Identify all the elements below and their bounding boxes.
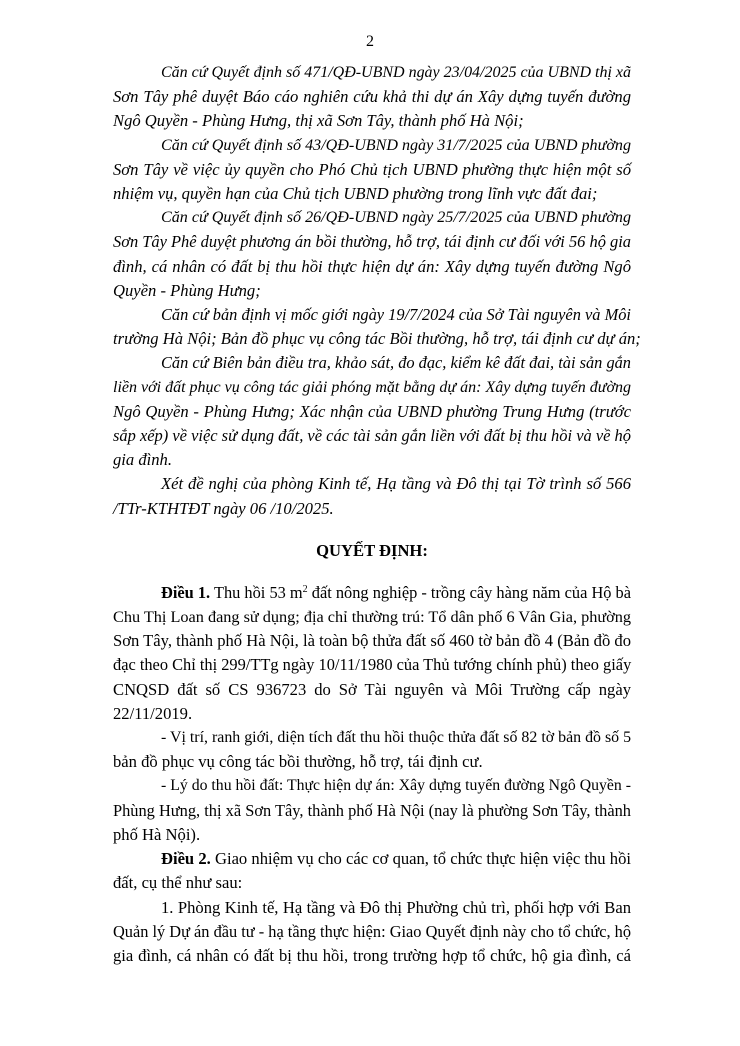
page-number: 2 [366, 33, 374, 50]
text-line: Sơn Tây về việc ủy quyền cho Phó Chủ tịch UBND phường thực hiện một số [113, 159, 631, 179]
article-1 [113, 581, 631, 726]
article-2-first-line [113, 847, 631, 871]
superscript: 2 [302, 583, 308, 595]
text-line: Chu Thị Loan đang sử dụng; địa chỉ thường trú: Tổ dân phố 6 Vân Gia, phường [113, 608, 631, 627]
article-1-first-line [113, 581, 631, 605]
text-line: đạc theo Chỉ thị 299/TTg ngày 10/11/1980 của Thủ tướng chính phủ) theo giấy [113, 655, 632, 675]
text-fragment: Thu hồi 53 m [210, 582, 303, 602]
text-line: Sơn Tây, thành phố Hà Nội, là toàn bộ thửa đất số 460 tờ bản đồ 4 (Bản đồ đo [113, 631, 631, 651]
article-1-location [113, 726, 631, 774]
text-line: gia đình, cá nhân có đất bị thu hồi, trong trường hợp tổ chức, hộ gia đình, cá [113, 945, 631, 965]
decision-heading: QUYẾT ĐỊNH: [316, 540, 428, 560]
text-line: CNQSD đất số CS 936723 do Sở Tài nguyên và Môi Trường cấp ngày [113, 679, 631, 699]
text-line: Xét đề nghị của phòng Kinh tế, Hạ tầng và Đô thị tại Tờ trình số 566 [161, 474, 631, 494]
text-line: Căn cứ Quyết định số 26/QĐ-UBND ngày 25/7/2025 của UBND phường [161, 209, 632, 227]
text-line: - Vị trí, ranh giới, diện tích đất thu hồi thuộc thửa đất số 82 tờ bản đồ số 5 [161, 729, 632, 747]
preamble-survey-record [113, 351, 631, 472]
text-fragment: đất nông nghiệp - trồng cây hàng năm của Hộ bà [307, 582, 632, 602]
text-line: - Lý do thu hồi đất: Thực hiện dự án: Xây dựng tuyến đường Ngô Quyền - [161, 777, 631, 795]
preamble-proposal [113, 472, 631, 520]
text-line: nhiệm vụ, quyền hạn của Chủ tịch UBND phường trong lĩnh vực đất đai; [113, 184, 598, 204]
article-2-item-1 [113, 896, 631, 969]
article-2-label: Điều 2. [161, 849, 211, 869]
text-line: gia đình. [113, 450, 173, 470]
text-line: sắp xếp) về việc sử dụng đất, về các tài sản gắn liền với đất bị thu hồi và về hộ [113, 426, 631, 446]
text-line: Quyền - Phùng Hưng; [113, 280, 261, 300]
text-line: Quản lý Dự án đầu tư - hạ tầng thực hiện: Giao Quyết định này cho tổ chức, hộ [113, 921, 631, 941]
text-line: Ngô Quyền - Phùng Hưng, thị xã Sơn Tây, thành phố Hà Nội; [113, 111, 524, 131]
text-line: trường Hà Nội; Bản đồ phục vụ công tác Bồi thường, hỗ trợ, tái định cư dự án; [113, 329, 641, 349]
text-line: Căn cứ bản định vị mốc giới ngày 19/7/2024 của Sở Tài nguyên và Môi [161, 305, 631, 325]
preamble-boundary-map [113, 303, 641, 351]
article-2 [113, 847, 631, 895]
preamble-decision-43 [113, 134, 631, 207]
text-line: đình, cá nhân có đất bị thu hồi thực hiện dự án: Xây dựng tuyến đường Ngô [113, 256, 631, 276]
text-line: Phùng Hưng, thị xã Sơn Tây, thành phố Hà Nội (nay là phường Sơn Tây, thành [113, 800, 631, 820]
preamble-decision-471 [113, 61, 631, 134]
text-line: phố Hà Nội). [113, 824, 201, 844]
text-line: đất, cụ thể như sau: [113, 873, 243, 893]
text-line: bản đồ phục vụ công tác bồi thường, hỗ trợ, tái định cư. [113, 752, 483, 772]
text-line: Căn cứ Quyết định số 471/QĐ-UBND ngày 23/04/2025 của UBND thị xã [161, 64, 631, 81]
text-line: Căn cứ Biên bản điều tra, khảo sát, đo đạc, kiểm kê đất đai, tài sản gắn [161, 353, 631, 373]
preamble-decision-26 [113, 206, 631, 303]
text-line: Ngô Quyền - Phùng Hưng; Xác nhận của UBND phường Trung Hưng (trước [113, 401, 631, 421]
text-line: Sơn Tây Phê duyệt phương án bồi thường, hỗ trợ, tái định cư đối với 56 hộ gia [113, 232, 631, 252]
text-line: liền với đất phục vụ công tác giải phóng mặt bằng dự án: Xây dựng tuyến đường [113, 378, 631, 396]
text-line: /TTr-KTHTĐT ngày 06 /10/2025. [113, 498, 334, 518]
article-1-reason [113, 774, 631, 847]
text-line: 22/11/2019. [113, 703, 193, 723]
document-body [113, 61, 641, 968]
text-line: Sơn Tây phê duyệt Báo cáo nghiên cứu khả thi dự án Xây dựng tuyến đường [113, 87, 631, 107]
text-line: Căn cứ Quyết định số 43/QĐ-UBND ngày 31/7/2025 của UBND phường [161, 136, 632, 154]
text-fragment: Giao nhiệm vụ cho các cơ quan, tổ chức thực hiện việc thu hồi [210, 849, 631, 869]
article-1-label: Điều 1. [161, 582, 211, 602]
text-line: 1. Phòng Kinh tế, Hạ tầng và Đô thị Phường chủ trì, phối hợp với Ban [161, 897, 631, 917]
